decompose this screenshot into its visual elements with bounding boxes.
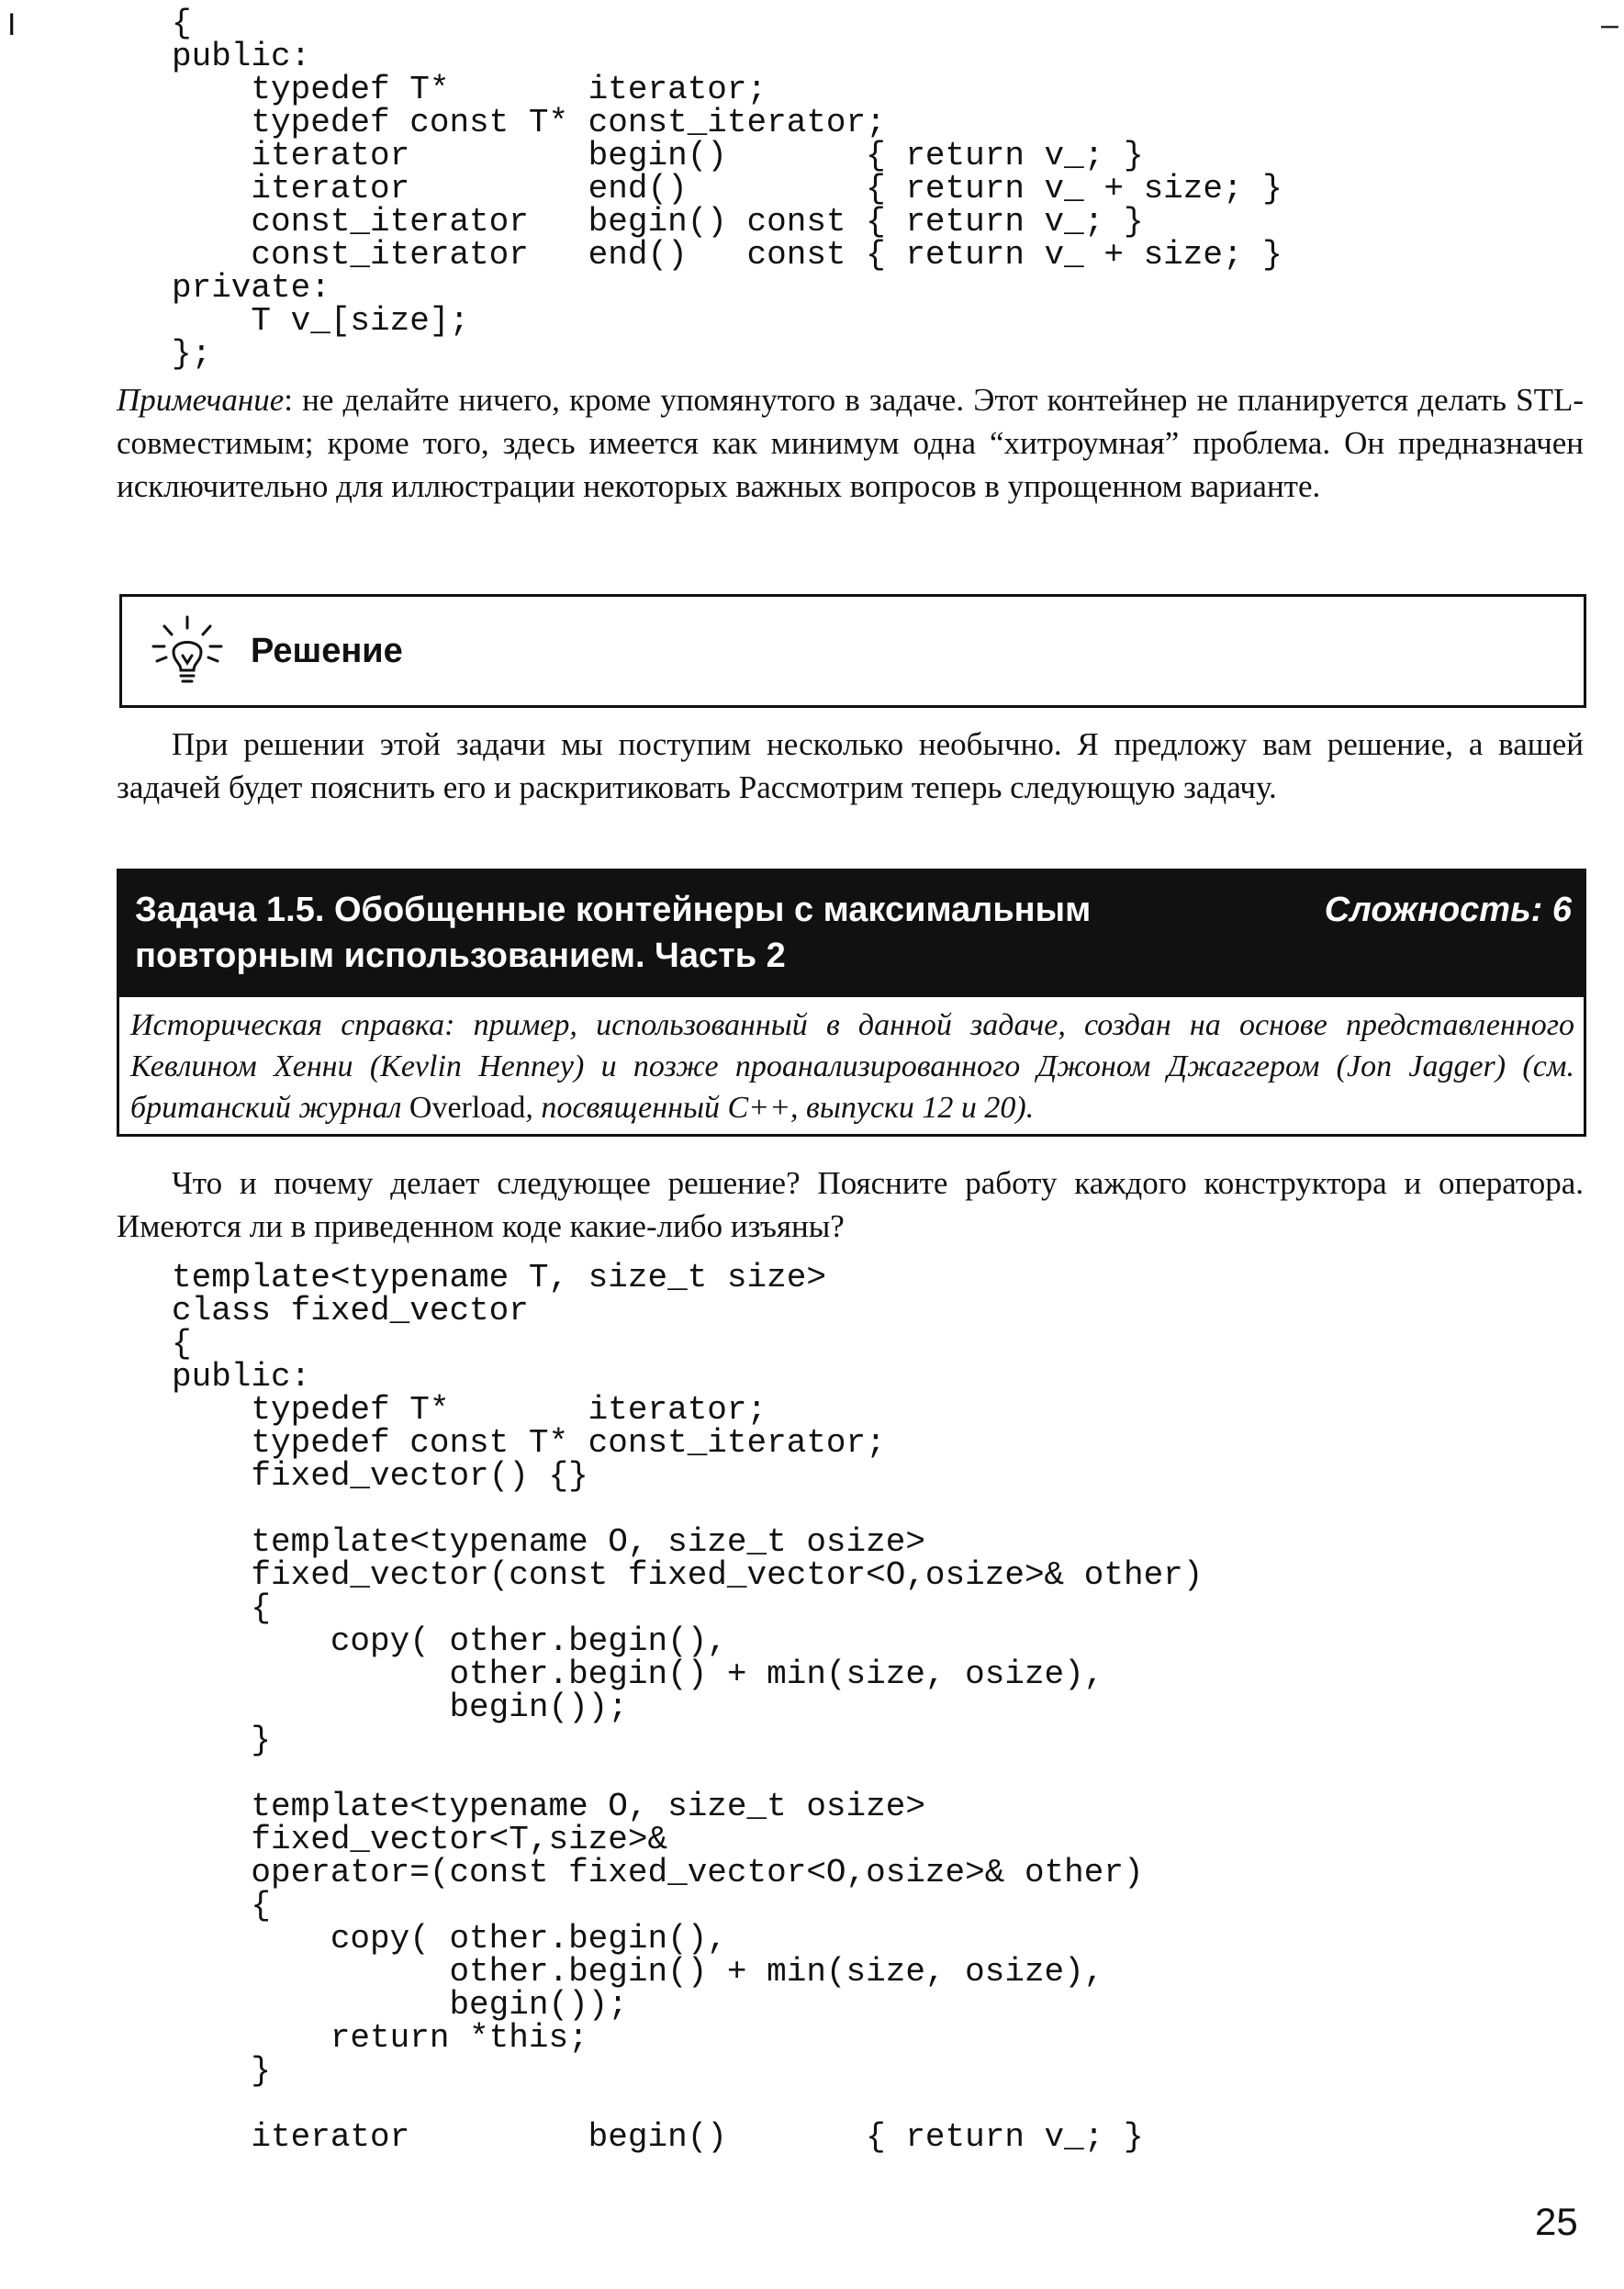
note-text: : не делайте ничего, кроме упомянутого в задаче. Этот контейнер не планируется делать STL-совместимым; кроме того, здесь имеется как минимум одна “хитроумная” проблема. Он предназначен исключительно для иллюстрации некоторых важных вопросов в упрощенном варианте.: [117, 382, 1584, 504]
question-paragraph: Что и почему делает следующее решение? Поясните работу каждого конструктора и оператора. Имеются ли в приведенном коде какие-либо изъяны?: [117, 1165, 1584, 1244]
note-lead: Примечание: [117, 382, 285, 418]
history-text-before: Историческая справка: пример, использованный в данной задаче, создан на основе представленного Кевлином Хенни (Kevlin Henney) и позже проанализированного Джоном Джаггером (Jon Jagger) (см. британский журнал: [130, 1008, 1574, 1125]
task-difficulty: Сложность: 6: [1324, 891, 1572, 929]
solution-banner: [119, 594, 1586, 708]
history-text-after: , посвященный С++, выпуски 12 и 20).: [525, 1091, 1035, 1125]
task-header: [117, 869, 1586, 997]
note-paragraph: [117, 378, 1584, 508]
code-listing-fixed-vector: template<typename T, size_t size> class fixed_vector { public: typedef T* iterator; typedef const T* const_iterator; fixed_vector() {} template<typename O, size_t osize> fixed_vector(const fixed_vector<O,osize>& other) { copy( other.begin(), other.begin() + min(size, osize), begin()); } template<typename O, size_t osize> fixed_vector<T,size>& operator=(const fixed_vector<O,osize>& other) { copy( other.begin(), other.begin() + min(size, osize), begin()); return *this; } iterator begin() { return v_; }: [172, 1259, 1204, 2156]
history-note: [117, 997, 1586, 1137]
page-edge-mark-left: I: [7, 7, 17, 42]
solution-title: Решение: [251, 631, 403, 670]
page-number: 25: [1535, 2200, 1578, 2243]
task-title: Задача 1.5. Обобщенные контейнеры с максимальным повторным использованием. Часть 2: [135, 891, 1092, 975]
history-journal: Overload: [409, 1091, 526, 1125]
lightbulb-icon: [137, 600, 238, 701]
page-edge-mark-right: –: [1601, 7, 1618, 42]
code-listing-top: { public: typedef T* iterator; typedef const T* const_iterator; iterator begin() { return v_; } iterator end() { return v_ + size; } const_iterator begin() const { return v_; } const_iterator end() const { return v_ + size; } private: T v_[size]; };: [172, 5, 1282, 373]
intro-paragraph: При решении этой задачи мы поступим несколько необычно. Я предложу вам решение, а вашей задачей будет пояснить его и раскритиковать Рассмотрим теперь следующую задачу.: [117, 726, 1584, 805]
